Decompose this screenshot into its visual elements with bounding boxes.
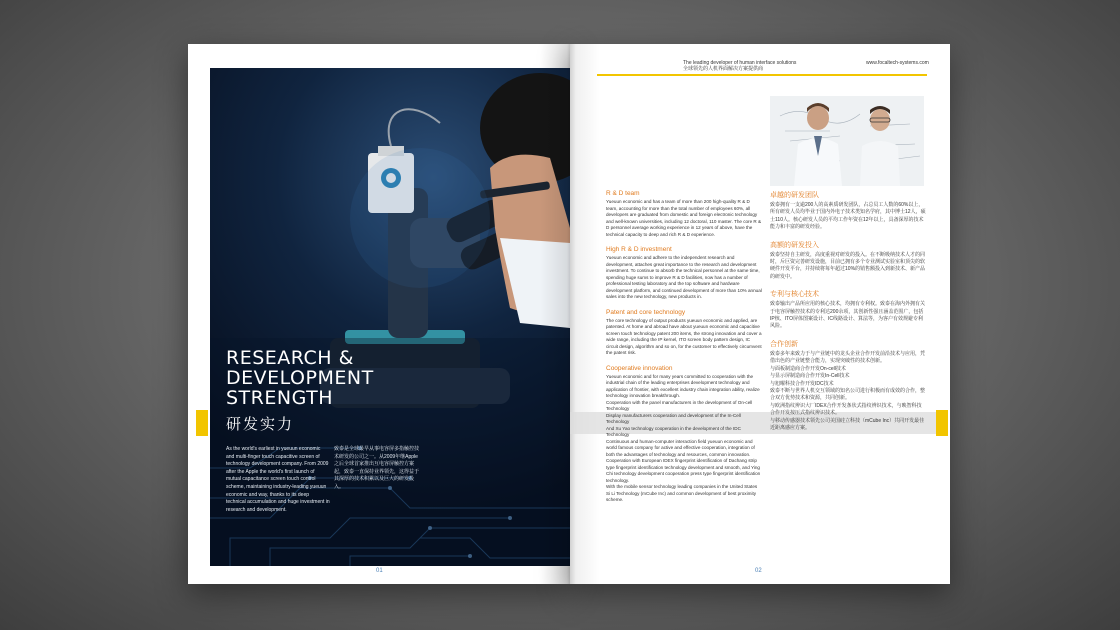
header-rule [597, 74, 927, 76]
section-body: The core technology of output products yueuun economic and applied, are patented. At home and abroad have about yueuun economic and capacitive screen touch technology patent 200 items, the strong innovation and cover a wide range, including the IP kernel, ITO screen body pattern design, IC circuit design, algorithm and so on, for the customer to effectively circumvent the patent risk. [606, 317, 762, 355]
intro-text-cn: 致泰是全球最早从事电容屏多指触控技术研发的公司之一。从2009年继Apple之后全球首家推出互电容屏触控方案起，致泰一直保持业界领先，这得益于其深厚的技术积累以及巨大的研发投入。 [334, 446, 420, 490]
english-column [606, 190, 762, 512]
section-body: Yueuun economic and for many years committed to cooperation with the industrial chain of the leading enterprises development technology and application of frontier, with excellent industry chain integration ability, realize technology innovation breakthrough. Cooperation with the panel manufacturers in the development of On-cell Technology Display manufacturers cooperation and development of the In-Cell Technology And Xu Yao technology cooperation in the development of the IDC Technology Continuous and human-computer interaction field yueuun economic and world famous company for active and effective cooperation, integration of both the advantages of technology and resources, common innovation. Cooperation with European IDEX fingerprint identification of Dachang strip type fingerprint identification technology development and smooth, and Ying Chi technology development cooperation press type fingerprint identification technology. With the mobile sensor technology leading companies in the United States Si Li Technology (mCube Inc) and common development of best proximity scheme. [606, 373, 761, 502]
page-number-left: 01 [376, 568, 383, 574]
yellow-marker-right [936, 410, 948, 436]
page-number-right: 02 [755, 568, 762, 574]
title-line-3: STRENGTH [226, 387, 334, 409]
page-title-cn: 研发实力 [226, 416, 295, 433]
header-tagline-cn: 全球领先的人机界面解决方案提供商 [683, 66, 764, 72]
intro-text-en: As the world's earliest in yueuun economic and multi-finger touch capacitive screen of technology development company. From 2009 after the Apple the world's first launch of mutual capacitance screen touch control scheme, maintaining industry-leading yueuun economic and way, thanks to its deep technical accumulation and huge investment in research and development. [226, 446, 330, 513]
section-heading: High R & D investment [606, 246, 672, 253]
section-body: Yueuun economic and adhere to the independent research and development, attaches great importance to the research and development investment. To continue to absorb the technical personnel at the same time, spending huge sums to improve R & D facilities, now has a number of professional testing laboratory and the top software and hardware development platform, and continued development of more than 10% annual sales into the new technology, new products in. [606, 255, 762, 299]
section-heading: Patent and core technology [606, 308, 686, 316]
section-body: Yueuun economic and has a team of more than 200 high-quality R & D team, accounting for more than the total number of employees 60%, all developers are graduated from domestic and foreign electronic technology and well-known universities, including 12 doctoral, 110 master. The core R & D personnel average working experience in 12 years of above, have the technical capacity to deep and rich R & D experience. [606, 199, 762, 237]
chinese-column [770, 190, 926, 440]
section-body: 致泰多年来致力于与产业链中的龙头企业合作开发前沿技术与应用，凭借出色的产业链整合能力，实现突破性的技术创新。 与面板制造商合作开发On-cell技术 与显示屏制造商合作开发In-Cell技术 与旭曜科技合作开发IDC技术 致泰不断与世界人机交互领域的知名公司进行积极而有成效的合作，整合双方优势技术和资源，共同创新。 与欧洲指纹辨识大厂IDEX合作开发条状式指纹辨识技术，与映智科技合作开发按压式指纹辨识技术。 与移动传感器技术领先公司美国硅立科技（mCube Inc）共同开发最佳近距离感应方案。 [770, 350, 926, 431]
section-heading: 卓越的研发团队 [770, 192, 819, 199]
title-line-2: DEVELOPMENT [226, 367, 374, 389]
team-photo [770, 96, 924, 186]
section-heading: R & D team [606, 190, 640, 197]
header-url: www.focaltech-systems.com [866, 60, 929, 66]
section-heading: Cooperative innovation [606, 364, 673, 372]
section-body: 致泰坚持自主研发，高度重视对研发的投入。在不断吸纳技术人才的同时，斥巨资完善研发设施，目前已拥有多个专业测试实验室和顶尖的软硬件开发平台，并持续将每年超过10%的销售额投入到新技术、新产品的研发中。 [770, 251, 926, 280]
yellow-marker-left [196, 410, 208, 436]
title-line-1: RESEARCH & [226, 347, 354, 369]
section-body: 致泰输出产品所应用的核心技术，均拥有专利权。致泰在海内外拥有关于电容屏触控技术的专利达200余项，其创新性强且涵盖范围广，包括IP核、ITO屏体图案设计、IC线路设计、算法等，为客户有效规避专利风险。 [770, 301, 926, 330]
section-heading: 合作创新 [770, 340, 798, 348]
page-title-en [226, 348, 374, 408]
section-heading: 高额的研发投入 [770, 241, 819, 249]
header-tagline [683, 60, 796, 72]
section-body: 致泰拥有一支逾200人的高素质研发团队，占总员工人数的60%以上，所有研发人员均毕业于国内外电子技术类知名学府，其中博士12人，硕士110人。核心研发人员的平均工作年资在12年以上，具备深厚的技术能力和丰富的研发经验。 [770, 202, 926, 231]
header-tagline-en: The leading developer of human interface solutions [683, 60, 797, 66]
section-heading: 专利与核心技术 [770, 291, 819, 299]
